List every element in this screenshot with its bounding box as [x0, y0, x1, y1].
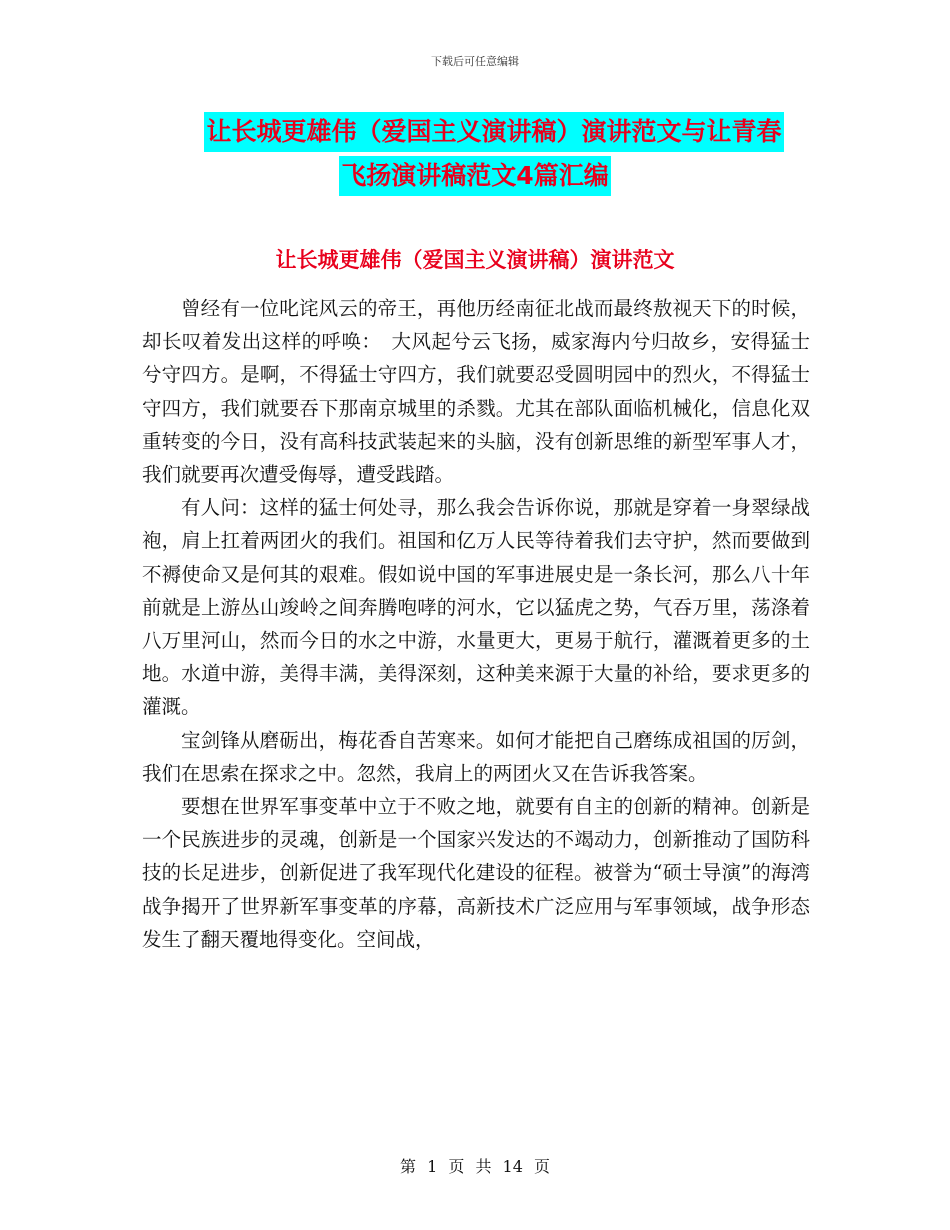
title-line-2: 飞扬演讲稿范文4篇汇编 — [339, 156, 610, 196]
paragraph-1: 曾经有一位叱诧风云的帝王，再他历经南征北战而最终敖视天下的时候，却长叹着发出这样的呼唤： 大风起兮云飞扬，威家海内兮归故乡，安得猛士兮守四方。是啊，不得猛士守四方，我们就要忍受圆明园中的烈火，不得猛士守四方，我们就要吞下那南京城里的杀戮。尤其在部队面临机械化，信息化双重转变的今日，没有高科技武装起来的头脑，没有创新思维的新型军事人才，我们就要再次遭受侮辱，遭受践踏。 — [142, 297, 810, 487]
document-body — [142, 292, 810, 956]
paragraph-2: 有人问：这样的猛士何处寻，那么我会告诉你说，那就是穿着一身翠绿战袍，肩上扛着两团火的我们。祖国和亿万人民等待着我们去守护，然而要做到不褥使命又是何其的艰难。假如说中国的军事进展史是一条长河，那么八十年前就是上游丛山竣岭之间奔腾咆哮的河水，它以猛虎之势，气吞万里，荡涤着八万里河山，然而今日的水之中游，水量更大，更易于航行，灌溉着更多的土地。水道中游，美得丰满，美得深刻，这种美来源于大量的补给，要求更多的灌溉。 — [142, 496, 810, 719]
paragraph-4: 要想在世界军事变革中立于不败之地，就要有自主的创新的精神。创新是一个民族进步的灵魂，创新是一个国家兴发达的不竭动力，创新推动了国防科技的长足进步，创新促进了我军现代化建设的征程。被誉为“硕士导演”的海湾战争揭开了世界新军事变革的序幕，高新技术广泛应用与军事领域，战争形态发生了翻天覆地得变化。空间战， — [142, 795, 810, 951]
document-title — [0, 112, 950, 200]
section-title: 让长城更雄伟（爱国主义演讲稿）演讲范文 — [275, 248, 675, 272]
page-number-footer: 第 1 页 共 14 页 — [400, 1157, 550, 1176]
title-line-1: 让长城更雄伟（爱国主义演讲稿）演讲范文与让青春 — [204, 112, 783, 152]
paragraph-3: 宝剑锋从磨砺出，梅花香自苦寒来。如何才能把自己磨练成祖国的厉剑，我们在思索在探求之中。忽然，我肩上的两团火又在告诉我答案。 — [142, 728, 810, 785]
page-header: 下载后可任意编辑 — [431, 55, 519, 68]
